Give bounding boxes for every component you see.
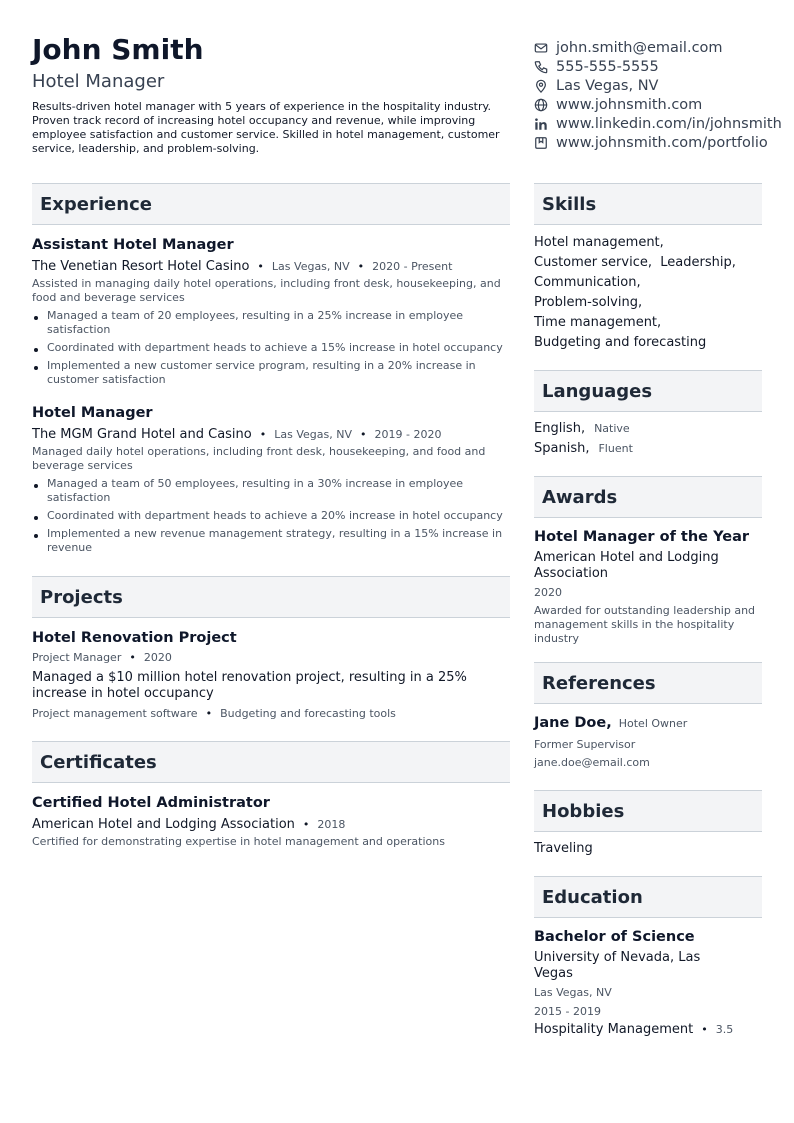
language-item <box>534 439 762 459</box>
education-dates: 2015 - 2019 <box>534 1005 601 1018</box>
candidate-name: John Smith <box>32 33 204 66</box>
education-degree: Bachelor of Science <box>534 929 695 945</box>
project-description: Managed a $10 million hotel renovation project, resulting in a 25% increase in hotel occupancy <box>32 670 467 701</box>
reference-email[interactable]: jane.doe@email.com <box>534 756 650 769</box>
contact-portfolio[interactable] <box>534 133 794 152</box>
education-field: Hospitality Management <box>534 1022 694 1037</box>
education-heading: Education <box>534 876 762 918</box>
languages-list <box>534 419 762 459</box>
education-gpa: 3.5 <box>715 1023 734 1036</box>
skills-list <box>534 233 762 353</box>
languages-section <box>534 370 762 459</box>
job-title: Hotel Manager <box>32 405 153 421</box>
job-company: The Venetian Resort Hotel Casino <box>32 259 250 274</box>
job-entry <box>32 404 510 555</box>
awards-section <box>534 476 762 646</box>
summary-text: Results-driven hotel manager with 5 years of experience in the hospitality industry. Proven track record of increasing hotel occupancy and revenue, while improving employee satisfaction and customer service. Skilled in hotel management, customer service, leadership, and problem-solving. <box>32 100 500 155</box>
separator-dot: • <box>129 651 136 664</box>
award-title: Hotel Manager of the Year <box>534 529 750 545</box>
experience-heading: Experience <box>32 183 510 225</box>
reference-position: Hotel Owner <box>618 717 688 730</box>
linkedin-icon <box>534 117 548 131</box>
certificates-heading: Certificates <box>32 741 510 783</box>
contact-portfolio-text: www.johnsmith.com/portfolio <box>556 134 768 151</box>
job-meta <box>32 258 510 276</box>
language-level: Native <box>594 422 630 435</box>
contact-list <box>534 38 794 152</box>
job-title: Assistant Hotel Manager <box>32 237 234 253</box>
job-description: Assisted in managing daily hotel operations, including front desk, housekeeping, and food and beverage services <box>32 277 501 304</box>
reference-relation: Former Supervisor <box>534 738 636 751</box>
contact-location-text: Las Vegas, NV <box>556 77 659 94</box>
skill-line: Hotel management, <box>534 235 664 250</box>
right-column <box>534 183 762 1039</box>
separator-dot: • <box>259 428 267 441</box>
globe-icon <box>534 98 548 112</box>
contact-website[interactable] <box>534 95 794 114</box>
reference-entry <box>534 714 762 770</box>
experience-section <box>32 183 510 555</box>
education-entry <box>534 928 762 1039</box>
job-dates: 2020 - Present <box>372 260 453 273</box>
contact-website-text: www.johnsmith.com <box>556 96 703 113</box>
job-achievements <box>32 309 510 387</box>
separator-dot: • <box>360 428 367 441</box>
tool-item: Budgeting and forecasting tools <box>220 707 396 720</box>
award-entry <box>534 528 762 646</box>
hobby-item: Traveling <box>534 841 593 856</box>
award-issuer: American Hotel and Lodging Association <box>534 550 719 581</box>
skill-line: Communication, <box>534 275 641 290</box>
education-location: Las Vegas, NV <box>534 986 612 999</box>
job-achievements <box>32 477 510 555</box>
skill-line: Customer service, Leadership, <box>534 255 736 270</box>
achievement-item: Implemented a new customer service program, resulting in a 20% increase in customer satisfaction <box>32 359 510 387</box>
separator-dot: • <box>205 707 213 720</box>
job-meta <box>32 426 510 444</box>
education-field-row <box>534 1021 762 1039</box>
award-year: 2020 <box>534 586 562 599</box>
separator-dot: • <box>302 818 310 831</box>
mail-icon <box>534 41 548 55</box>
reference-header <box>534 714 762 733</box>
project-title: Hotel Renovation Project <box>32 630 237 646</box>
language-level: Fluent <box>598 442 633 455</box>
project-entry <box>32 629 510 723</box>
education-school: University of Nevada, Las Vegas <box>534 950 701 981</box>
contact-linkedin[interactable] <box>534 114 794 133</box>
project-role: Project Manager <box>32 651 122 664</box>
award-description: Awarded for outstanding leadership and management skills in the hospitality industry <box>534 604 756 645</box>
location-pin-icon <box>534 79 548 93</box>
reference-name: Jane Doe, <box>534 715 612 731</box>
hobbies-heading: Hobbies <box>534 790 762 832</box>
job-dates: 2019 - 2020 <box>374 428 442 441</box>
achievement-item: Implemented a new revenue management strategy, resulting in a 15% increase in revenue <box>32 527 510 555</box>
awards-heading: Awards <box>534 476 762 518</box>
achievement-item: Coordinated with department heads to achieve a 20% increase in hotel occupancy <box>32 509 510 523</box>
contact-email-text: john.smith@email.com <box>556 39 723 56</box>
language-item <box>534 419 762 439</box>
language-name: English, <box>534 421 586 436</box>
certificate-description: Certified for demonstrating expertise in hotel management and operations <box>32 835 445 848</box>
achievement-item: Coordinated with department heads to achieve a 15% increase in hotel occupancy <box>32 341 510 355</box>
hobbies-section <box>534 790 762 858</box>
references-heading: References <box>534 662 762 704</box>
contact-email[interactable] <box>534 38 794 57</box>
separator-dot: • <box>357 260 365 273</box>
certificate-meta <box>32 816 510 834</box>
contact-location <box>534 76 794 95</box>
skill-line: Problem-solving, <box>534 295 643 310</box>
language-name: Spanish, <box>534 441 590 456</box>
separator-dot: • <box>257 260 264 273</box>
candidate-role: Hotel Manager <box>32 71 165 92</box>
phone-icon <box>534 60 548 74</box>
achievement-item: Managed a team of 50 employees, resulting in a 30% increase in employee satisfaction <box>32 477 510 505</box>
certificate-year: 2018 <box>317 818 346 831</box>
separator-dot: • <box>701 1023 708 1036</box>
job-description: Managed daily hotel operations, including front desk, housekeeping, and food and beverage services <box>32 445 486 472</box>
skills-section <box>534 183 762 353</box>
achievement-item: Managed a team of 20 employees, resulting in a 25% increase in employee satisfaction <box>32 309 510 337</box>
references-section <box>534 662 762 770</box>
contact-linkedin-text: www.linkedin.com/in/johnsmith <box>556 115 782 132</box>
skill-line: Budgeting and forecasting <box>534 335 707 350</box>
skills-heading: Skills <box>534 183 762 225</box>
projects-heading: Projects <box>32 576 510 618</box>
languages-heading: Languages <box>534 370 762 412</box>
skill-line: Time management, <box>534 315 662 330</box>
certificate-entry <box>32 794 510 849</box>
project-year: 2020 <box>143 651 172 664</box>
portfolio-icon <box>534 136 548 150</box>
contact-phone-text: 555-555-5555 <box>556 58 659 75</box>
certificates-section <box>32 741 510 849</box>
resume-header <box>32 32 512 156</box>
contact-phone[interactable] <box>534 57 794 76</box>
job-entry <box>32 236 510 387</box>
job-location: Las Vegas, NV <box>274 428 352 441</box>
projects-section <box>32 576 510 723</box>
project-tools <box>32 705 510 723</box>
education-section <box>534 876 762 1039</box>
certificate-issuer: American Hotel and Lodging Association <box>32 817 295 832</box>
left-column <box>32 183 510 849</box>
tool-item: Project management software <box>32 707 198 720</box>
certificate-title: Certified Hotel Administrator <box>32 795 270 811</box>
job-company: The MGM Grand Hotel and Casino <box>32 427 252 442</box>
project-meta <box>32 649 510 667</box>
job-location: Las Vegas, NV <box>271 260 350 273</box>
